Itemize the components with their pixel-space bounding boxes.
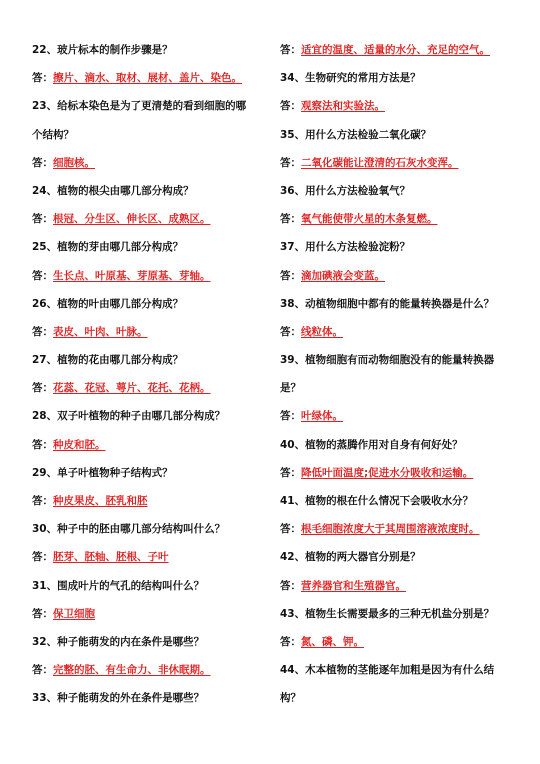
question-text: 38、动植物细胞中都有的能量转换器是什么？ xyxy=(280,297,495,310)
right-column xyxy=(280,36,520,713)
answer-line xyxy=(32,64,267,92)
answer-text: 花蕊、花冠、萼片、花托、花柄。 xyxy=(53,382,211,395)
question-text: 25、植物的芽由哪几部分构成？ xyxy=(32,241,184,254)
answer-label: 答： xyxy=(280,100,301,113)
question-text: 28、双子叶植物的种子由哪几部分构成？ xyxy=(32,410,226,423)
question-text: 31、围成叶片的气孔的结构叫什么？ xyxy=(32,579,205,592)
answer-text: 种皮和胚。 xyxy=(53,438,106,451)
question-line xyxy=(280,290,520,318)
question-text: 34、生物研究的常用方法是？ xyxy=(280,72,421,85)
question-text: 41、植物的根在什么情况下会吸收水分？ xyxy=(280,495,474,507)
answer-line xyxy=(32,543,267,571)
answer-line xyxy=(280,36,520,64)
question-line xyxy=(32,36,267,64)
answer-line xyxy=(280,515,520,543)
answer-label: 答： xyxy=(32,213,53,226)
answer-label: 答： xyxy=(280,466,301,479)
question-line xyxy=(280,684,520,712)
question-line xyxy=(280,121,520,149)
answer-label: 答： xyxy=(280,635,301,648)
question-text: 35、用什么方法检验二氧化碳？ xyxy=(280,128,432,141)
question-line xyxy=(280,431,520,459)
question-line xyxy=(32,515,267,543)
answer-text: 表皮、叶肉、叶脉。 xyxy=(53,325,148,338)
answer-line xyxy=(32,656,267,684)
answer-line xyxy=(280,628,520,656)
answer-text: 降低叶面温度;促进水分吸收和运输。 xyxy=(301,466,474,479)
question-line xyxy=(32,628,267,656)
question-text: 27、植物的花由哪几部分构成？ xyxy=(32,354,184,367)
answer-line xyxy=(32,205,267,233)
answer-line xyxy=(32,262,267,290)
question-line xyxy=(280,487,520,515)
answer-label: 答： xyxy=(32,607,53,620)
question-text: 32、种子能萌发的内在条件是哪些？ xyxy=(32,635,205,648)
question-text: 36、用什么方法检验氧气？ xyxy=(280,184,411,197)
answer-text: 完整的胚、有生命力、非休眠期。 xyxy=(53,664,211,677)
answer-label: 答： xyxy=(32,438,53,451)
answer-text: 适宜的温度、适量的水分、充足的空气。 xyxy=(301,44,490,56)
question-text: 42、植物的两大器官分别是？ xyxy=(280,551,421,564)
answer-label: 答： xyxy=(32,382,53,395)
question-text: 37、用什么方法检验淀粉？ xyxy=(280,241,411,254)
answer-text: 生长点、叶原基、芽原基、芽轴。 xyxy=(53,269,211,282)
answer-label: 答： xyxy=(280,44,301,56)
question-text: 26、植物的叶由哪几部分构成？ xyxy=(32,297,184,310)
question-text: 24、植物的根尖由哪几部分构成？ xyxy=(32,184,194,197)
answer-line xyxy=(32,318,267,346)
answer-label: 答： xyxy=(32,495,53,507)
question-line xyxy=(280,656,520,684)
question-line xyxy=(32,233,267,261)
answer-label: 答： xyxy=(280,410,301,423)
answer-label: 答： xyxy=(280,269,301,282)
answer-line xyxy=(32,600,267,628)
left-column xyxy=(32,36,267,713)
answer-text: 营养器官和生殖器官。 xyxy=(301,579,406,592)
answer-line xyxy=(32,374,267,402)
answer-text: 叶绿体。 xyxy=(301,410,343,423)
question-line xyxy=(32,346,267,374)
answer-label: 答： xyxy=(32,269,53,282)
answer-label: 答： xyxy=(32,156,53,169)
question-text: 43、植物生长需要最多的三种无机盐分别是？ xyxy=(280,607,495,620)
question-line xyxy=(32,92,267,120)
answer-text: 根冠、分生区、伸长区、成熟区。 xyxy=(53,213,211,226)
question-text: 个结构？ xyxy=(32,128,74,141)
answer-text: 擦片、滴水、取材、展材、盖片、染色。 xyxy=(53,72,242,85)
question-text: 44、木本植物的茎能逐年加粗是因为有什么结 xyxy=(280,664,495,677)
answer-text: 氮、磷、钾。 xyxy=(301,635,364,648)
answer-label: 答： xyxy=(280,579,301,592)
question-text: 23、给标本染色是为了更清楚的看到细胞的哪 xyxy=(32,100,247,113)
question-line xyxy=(280,600,520,628)
answer-text: 滴加碘液会变蓝。 xyxy=(301,269,385,282)
answer-text: 保卫细胞 xyxy=(53,607,95,620)
answer-label: 答： xyxy=(280,325,301,338)
question-text: 40、植物的蒸腾作用对自身有何好处？ xyxy=(280,438,463,451)
answer-label: 答： xyxy=(32,72,53,85)
question-text: 是？ xyxy=(280,382,301,395)
question-line xyxy=(32,290,267,318)
question-text: 22、玻片标本的制作步骤是？ xyxy=(32,44,173,56)
question-line xyxy=(280,543,520,571)
question-line xyxy=(32,684,267,712)
answer-text: 二氧化碳能让澄清的石灰水变浑。 xyxy=(301,156,459,169)
question-line xyxy=(280,374,520,402)
question-line xyxy=(32,121,267,149)
question-line xyxy=(32,459,267,487)
question-text: 29、单子叶植物种子结构式？ xyxy=(32,466,173,479)
answer-label: 答： xyxy=(32,664,53,677)
question-line xyxy=(32,402,267,430)
answer-line xyxy=(280,262,520,290)
answer-text: 胚芽、胚轴、胚根、子叶 xyxy=(53,551,169,564)
answer-label: 答： xyxy=(32,551,53,564)
answer-text: 根毛细胞浓度大于其周围溶液浓度时。 xyxy=(301,523,480,536)
answer-line xyxy=(32,149,267,177)
answer-label: 答： xyxy=(280,523,301,536)
answer-label: 答： xyxy=(280,213,301,226)
answer-text: 线粒体。 xyxy=(301,325,343,338)
answer-line xyxy=(280,402,520,430)
answer-label: 答： xyxy=(32,325,53,338)
answer-text: 氧气能使带火星的木条复燃。 xyxy=(301,213,438,226)
answer-line xyxy=(280,205,520,233)
answer-line xyxy=(280,149,520,177)
answer-line xyxy=(280,92,520,120)
answer-line xyxy=(280,572,520,600)
answer-text: 细胞核。 xyxy=(53,156,95,169)
question-text: 39、植物细胞有而动物细胞没有的能量转换器 xyxy=(280,354,495,367)
question-text: 构？ xyxy=(280,692,301,705)
question-line xyxy=(280,233,520,261)
question-line xyxy=(32,177,267,205)
question-line xyxy=(280,346,520,374)
question-line xyxy=(280,177,520,205)
question-text: 30、种子中的胚由哪几部分结构叫什么？ xyxy=(32,523,226,536)
answer-text: 观察法和实验法。 xyxy=(301,100,385,113)
question-line xyxy=(280,64,520,92)
answer-label: 答： xyxy=(280,156,301,169)
answer-line xyxy=(32,431,267,459)
answer-line xyxy=(32,487,267,515)
answer-line xyxy=(280,318,520,346)
answer-text: 种皮果皮、胚乳和胚 xyxy=(53,495,148,507)
answer-line xyxy=(280,459,520,487)
question-text: 33、种子能萌发的外在条件是哪些？ xyxy=(32,692,205,705)
question-line xyxy=(32,572,267,600)
